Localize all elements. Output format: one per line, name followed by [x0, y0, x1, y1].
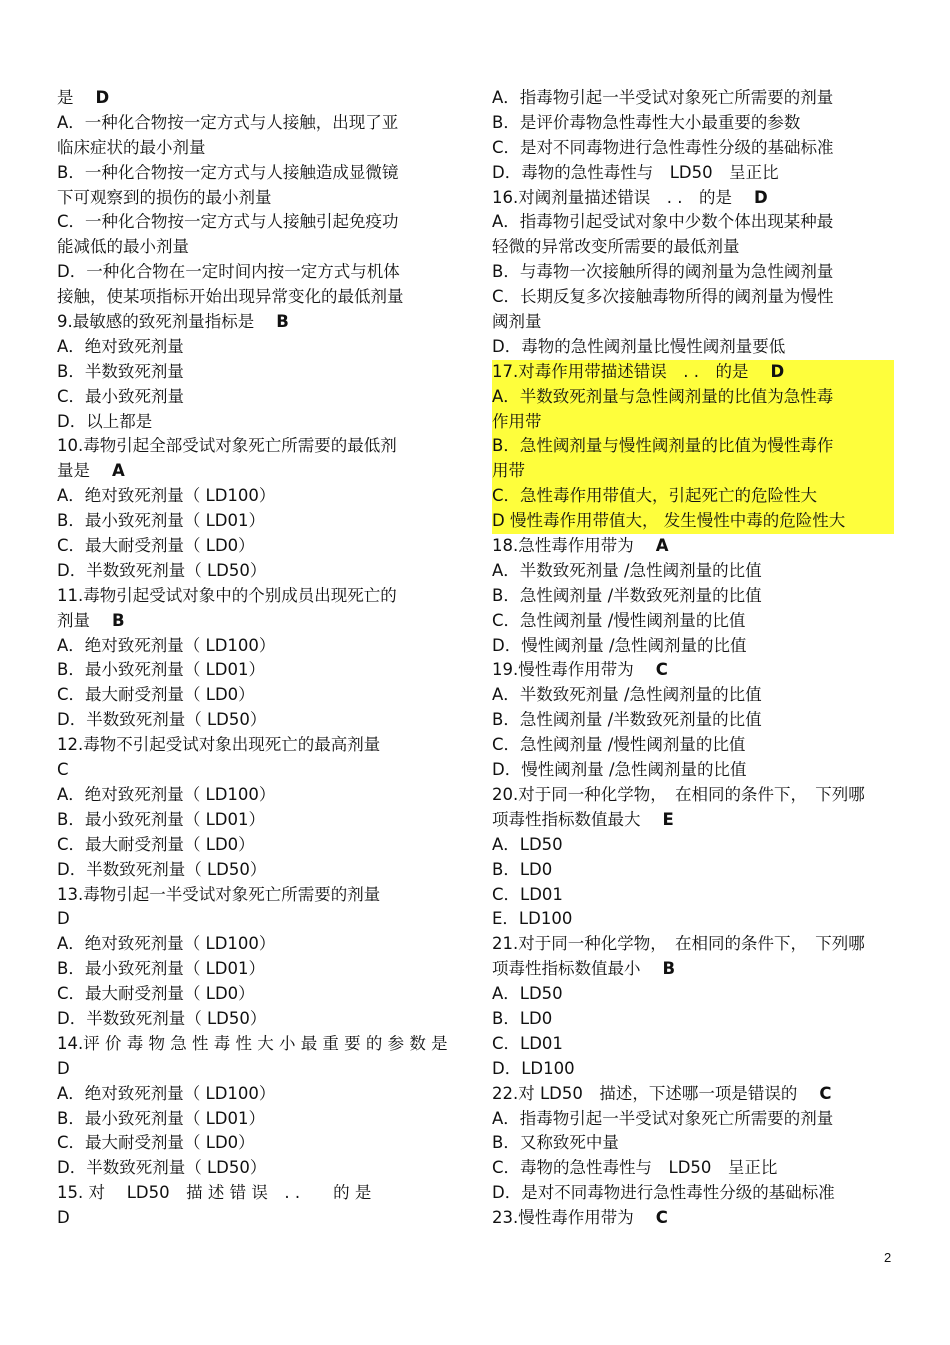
text-line [57, 1156, 457, 1181]
line-text: 23.慢性毒作用带为 [492, 1208, 634, 1228]
text-line [57, 235, 457, 260]
line-text: C．毒物的急性毒性与 LD50 呈正比 [492, 1158, 778, 1178]
answer-letter: D [95, 88, 110, 107]
line-text: B．一种化合物按一定方式与人接触造成显微镜 [57, 162, 399, 182]
line-text: B．最小致死剂量（ LD01） [57, 1108, 265, 1128]
text-line [492, 310, 894, 335]
line-text: B．又称致死中量 [492, 1133, 619, 1153]
line-text: B．急性阈剂量与慢性阈剂量的比值为慢性毒作 [492, 436, 834, 456]
text-line [492, 1206, 894, 1231]
line-text: 11.毒物引起受试对象中的个别成员出现死亡的 [57, 585, 397, 605]
text-line [57, 1107, 457, 1132]
text-line [57, 858, 457, 883]
line-text: B．LD0 [492, 859, 553, 879]
text-line [57, 410, 457, 435]
line-text: A．绝对致死剂量（ LD100） [57, 1083, 276, 1103]
line-text: B．急性阈剂量 /半数致死剂量的比值 [492, 710, 762, 730]
line-text: A．半数致死剂量与急性阈剂量的比值为急性毒 [492, 386, 834, 406]
line-text: D．一种化合物在一定时间内按一定方式与机体 [57, 262, 400, 282]
text-line [57, 360, 457, 385]
text-line [492, 683, 894, 708]
line-text: 10.毒物引起全部受试对象死亡所需要的最低剂 [57, 436, 397, 456]
line-text: 量是 [57, 461, 90, 481]
line-text: C．最大耐受剂量（ LD0） [57, 984, 255, 1004]
text-line [492, 434, 894, 459]
line-text: 接触，使某项指标开始出现异常变化的最低剂量 [57, 287, 404, 307]
text-line [492, 1181, 894, 1206]
line-text: 能减低的最小剂量 [57, 237, 189, 257]
line-text: 作用带 [492, 411, 542, 431]
line-text: B．LD0 [492, 1008, 553, 1028]
text-line [492, 260, 894, 285]
answer-letter: D [753, 187, 768, 207]
text-line [57, 808, 457, 833]
line-text: D．LD100 [492, 1058, 575, 1078]
text-line [492, 111, 894, 136]
line-text: B．最小致死剂量（ LD01） [57, 660, 265, 680]
line-text: 临床症状的最小剂量 [57, 137, 206, 157]
text-line [57, 609, 457, 634]
line-text: 22.对 LD50 描述，下述哪一项是错误的 [492, 1083, 798, 1103]
line-text: D．是对不同毒物进行急性毒性分级的基础标准 [492, 1183, 835, 1203]
text-line [492, 634, 894, 659]
text-line [57, 634, 457, 659]
text-line [57, 708, 457, 733]
text-line [492, 783, 894, 808]
text-line [57, 310, 457, 335]
text-line [57, 982, 457, 1007]
text-line [57, 1007, 457, 1032]
text-line [492, 385, 894, 410]
text-line [57, 833, 457, 858]
line-text: D．毒物的急性阈剂量比慢性阈剂量要低 [492, 336, 786, 356]
text-line [57, 161, 457, 186]
answer-letter: B [276, 312, 289, 332]
line-text: D [57, 1208, 70, 1228]
text-line [492, 136, 894, 161]
line-text: 16.对阈剂量描述错误 . . 的是 [492, 187, 732, 207]
answer-letter: C [655, 1208, 668, 1228]
right-column [492, 86, 894, 1231]
text-line [57, 883, 457, 908]
line-text: C．最大耐受剂量（ LD0） [57, 536, 255, 556]
text-line [57, 534, 457, 559]
text-line [492, 1057, 894, 1082]
text-line [492, 584, 894, 609]
text-line [57, 434, 457, 459]
text-line [492, 534, 894, 559]
text-line [492, 335, 894, 360]
line-text: A．绝对致死剂量（ LD100） [57, 934, 276, 954]
answer-letter: B [112, 610, 125, 630]
line-text: 用带 [492, 461, 525, 481]
line-text: D．半数致死剂量（ LD50） [57, 710, 267, 730]
answer-letter: E [662, 809, 674, 829]
text-line [57, 86, 457, 111]
text-line [492, 86, 894, 111]
line-text: D [57, 1058, 70, 1078]
line-text: B．半数致死剂量 [57, 361, 184, 381]
line-text: D．慢性阈剂量 /急性阈剂量的比值 [492, 635, 747, 655]
line-text: D．慢性阈剂量 /急性阈剂量的比值 [492, 760, 747, 780]
line-text: 15. 对 LD50 描 述 错 误 . . 的 是 [57, 1183, 372, 1203]
text-line [57, 136, 457, 161]
line-text: A．一种化合物按一定方式与人接触，出现了亚 [57, 112, 399, 132]
line-text: C [57, 760, 69, 780]
text-line [492, 833, 894, 858]
text-line [492, 509, 894, 534]
line-text: 轻微的异常改变所需要的最低剂量 [492, 237, 740, 257]
text-line [492, 808, 894, 833]
text-line [492, 609, 894, 634]
text-line [492, 161, 894, 186]
text-line [57, 459, 457, 484]
text-line [492, 1032, 894, 1057]
text-line [492, 758, 894, 783]
text-line [57, 907, 457, 932]
text-line [57, 1131, 457, 1156]
text-line [57, 584, 457, 609]
answer-letter: B [662, 959, 676, 979]
text-line [57, 186, 457, 211]
line-text: C．LD01 [492, 1033, 563, 1053]
line-text: C．一种化合物按一定方式与人接触引起免疫功 [57, 212, 399, 232]
text-line [57, 260, 457, 285]
line-text: C．最大耐受剂量（ LD0） [57, 1133, 255, 1153]
text-line [492, 858, 894, 883]
line-text: 项毒性指标数值最大 [492, 809, 641, 829]
answer-letter: C [819, 1083, 832, 1103]
line-text: 14.评 价 毒 物 急 性 毒 性 大 小 最 重 要 的 参 数 是 [57, 1033, 448, 1053]
line-text: 17.对毒作用带描述错误 . . 的是 [492, 361, 749, 381]
text-line [57, 285, 457, 310]
line-text: A．指毒物引起受试对象中少数个体出现某种最 [492, 212, 834, 232]
text-line [492, 1107, 894, 1132]
line-text: 19.慢性毒作用带为 [492, 660, 634, 680]
text-line [492, 459, 894, 484]
line-text: C．长期反复多次接触毒物所得的阈剂量为慢性 [492, 287, 834, 307]
text-line [57, 1032, 457, 1057]
line-text: 剂量 [57, 610, 90, 630]
text-line [57, 1206, 457, 1231]
text-line [492, 708, 894, 733]
text-line [57, 1181, 457, 1206]
line-text: 12.毒物不引起受试对象出现死亡的最高剂量 [57, 735, 381, 755]
line-text: C．是对不同毒物进行急性毒性分级的基础标准 [492, 137, 834, 157]
text-line [57, 783, 457, 808]
text-line [492, 186, 894, 211]
line-text: C．LD01 [492, 884, 563, 904]
line-text: B．是评价毒物急性毒性大小最重要的参数 [492, 112, 801, 132]
line-text: A．绝对致死剂量（ LD100） [57, 486, 276, 506]
line-text: D．半数致死剂量（ LD50） [57, 1008, 267, 1028]
text-line [57, 683, 457, 708]
line-text: 项毒性指标数值最小 [492, 959, 641, 979]
line-text: B．最小致死剂量（ LD01） [57, 809, 265, 829]
left-column [57, 86, 457, 1231]
text-line [57, 957, 457, 982]
line-text: A．半数致死剂量 /急性阈剂量的比值 [492, 560, 762, 580]
text-line [57, 932, 457, 957]
line-text: C．急性毒作用带值大，引起死亡的危险性大 [492, 486, 818, 506]
answer-letter: C [655, 660, 668, 680]
text-line [492, 883, 894, 908]
text-line [492, 559, 894, 584]
line-text: D [57, 909, 70, 929]
text-line [492, 410, 894, 435]
text-line [57, 733, 457, 758]
text-line [57, 1082, 457, 1107]
text-line [492, 210, 894, 235]
page-number: 2 [884, 1250, 892, 1265]
text-line [492, 1131, 894, 1156]
text-line [492, 733, 894, 758]
text-line [492, 658, 894, 683]
text-line [57, 758, 457, 783]
line-text: A．绝对致死剂量（ LD100） [57, 784, 276, 804]
line-text: D．半数致死剂量（ LD50） [57, 1158, 267, 1178]
line-text: C．最大耐受剂量（ LD0） [57, 834, 255, 854]
line-text: 21.对于同一种化学物， 在相同的条件下， 下列哪 [492, 934, 865, 954]
text-line [492, 235, 894, 260]
text-line [492, 1156, 894, 1181]
line-text: B．急性阈剂量 /半数致死剂量的比值 [492, 585, 762, 605]
text-line [492, 360, 894, 385]
text-line [57, 1057, 457, 1082]
answer-letter: A [655, 536, 669, 556]
text-line [57, 111, 457, 136]
line-text: C．急性阈剂量 /慢性阈剂量的比值 [492, 735, 746, 755]
line-text: 13.毒物引起一半受试对象死亡所需要的剂量 [57, 884, 381, 904]
line-text: 9.最敏感的致死剂量指标是 [57, 312, 255, 332]
line-text: C．急性阈剂量 /慢性阈剂量的比值 [492, 610, 746, 630]
line-text: 20.对于同一种化学物， 在相同的条件下， 下列哪 [492, 784, 865, 804]
line-text: 18.急性毒作用带为 [492, 536, 634, 556]
text-line [57, 484, 457, 509]
text-line [492, 1082, 894, 1107]
line-text: D 慢性毒作用带值大， 发生慢性中毒的危险性大 [492, 511, 846, 531]
text-line [492, 285, 894, 310]
line-text: 是 [57, 88, 74, 107]
text-line [57, 210, 457, 235]
line-text: 阈剂量 [492, 312, 542, 332]
text-line [492, 957, 894, 982]
text-line [57, 559, 457, 584]
line-text: A．半数致死剂量 /急性阈剂量的比值 [492, 685, 762, 705]
line-text: D．以上都是 [57, 411, 153, 431]
text-line [492, 907, 894, 932]
line-text: B．最小致死剂量（ LD01） [57, 959, 265, 979]
text-line [492, 1007, 894, 1032]
line-text: A．LD50 [492, 834, 563, 854]
text-line [57, 658, 457, 683]
line-text: B．最小致死剂量（ LD01） [57, 511, 265, 531]
answer-letter: D [770, 361, 785, 381]
answer-letter: A [112, 461, 125, 481]
text-line [57, 335, 457, 360]
text-line [57, 509, 457, 534]
text-line [492, 932, 894, 957]
line-text: A．绝对致死剂量 [57, 336, 184, 356]
line-text: A．LD50 [492, 984, 563, 1004]
line-text: D．毒物的急性毒性与 LD50 呈正比 [492, 162, 779, 182]
text-line [492, 982, 894, 1007]
line-text: A．绝对致死剂量（ LD100） [57, 635, 276, 655]
line-text: A．指毒物引起一半受试对象死亡所需要的剂量 [492, 1108, 834, 1128]
line-text: D．半数致死剂量（ LD50） [57, 859, 267, 879]
line-text: B．与毒物一次接触所得的阈剂量为急性阈剂量 [492, 262, 834, 282]
line-text: C．最大耐受剂量（ LD0） [57, 685, 255, 705]
line-text: D．半数致死剂量（ LD50） [57, 560, 267, 580]
line-text: 下可观察到的损伤的最小剂量 [57, 187, 272, 207]
line-text: A．指毒物引起一半受试对象死亡所需要的剂量 [492, 88, 834, 107]
text-line [492, 484, 894, 509]
line-text: E．LD100 [492, 909, 573, 929]
text-line [57, 385, 457, 410]
line-text: C．最小致死剂量 [57, 386, 185, 406]
